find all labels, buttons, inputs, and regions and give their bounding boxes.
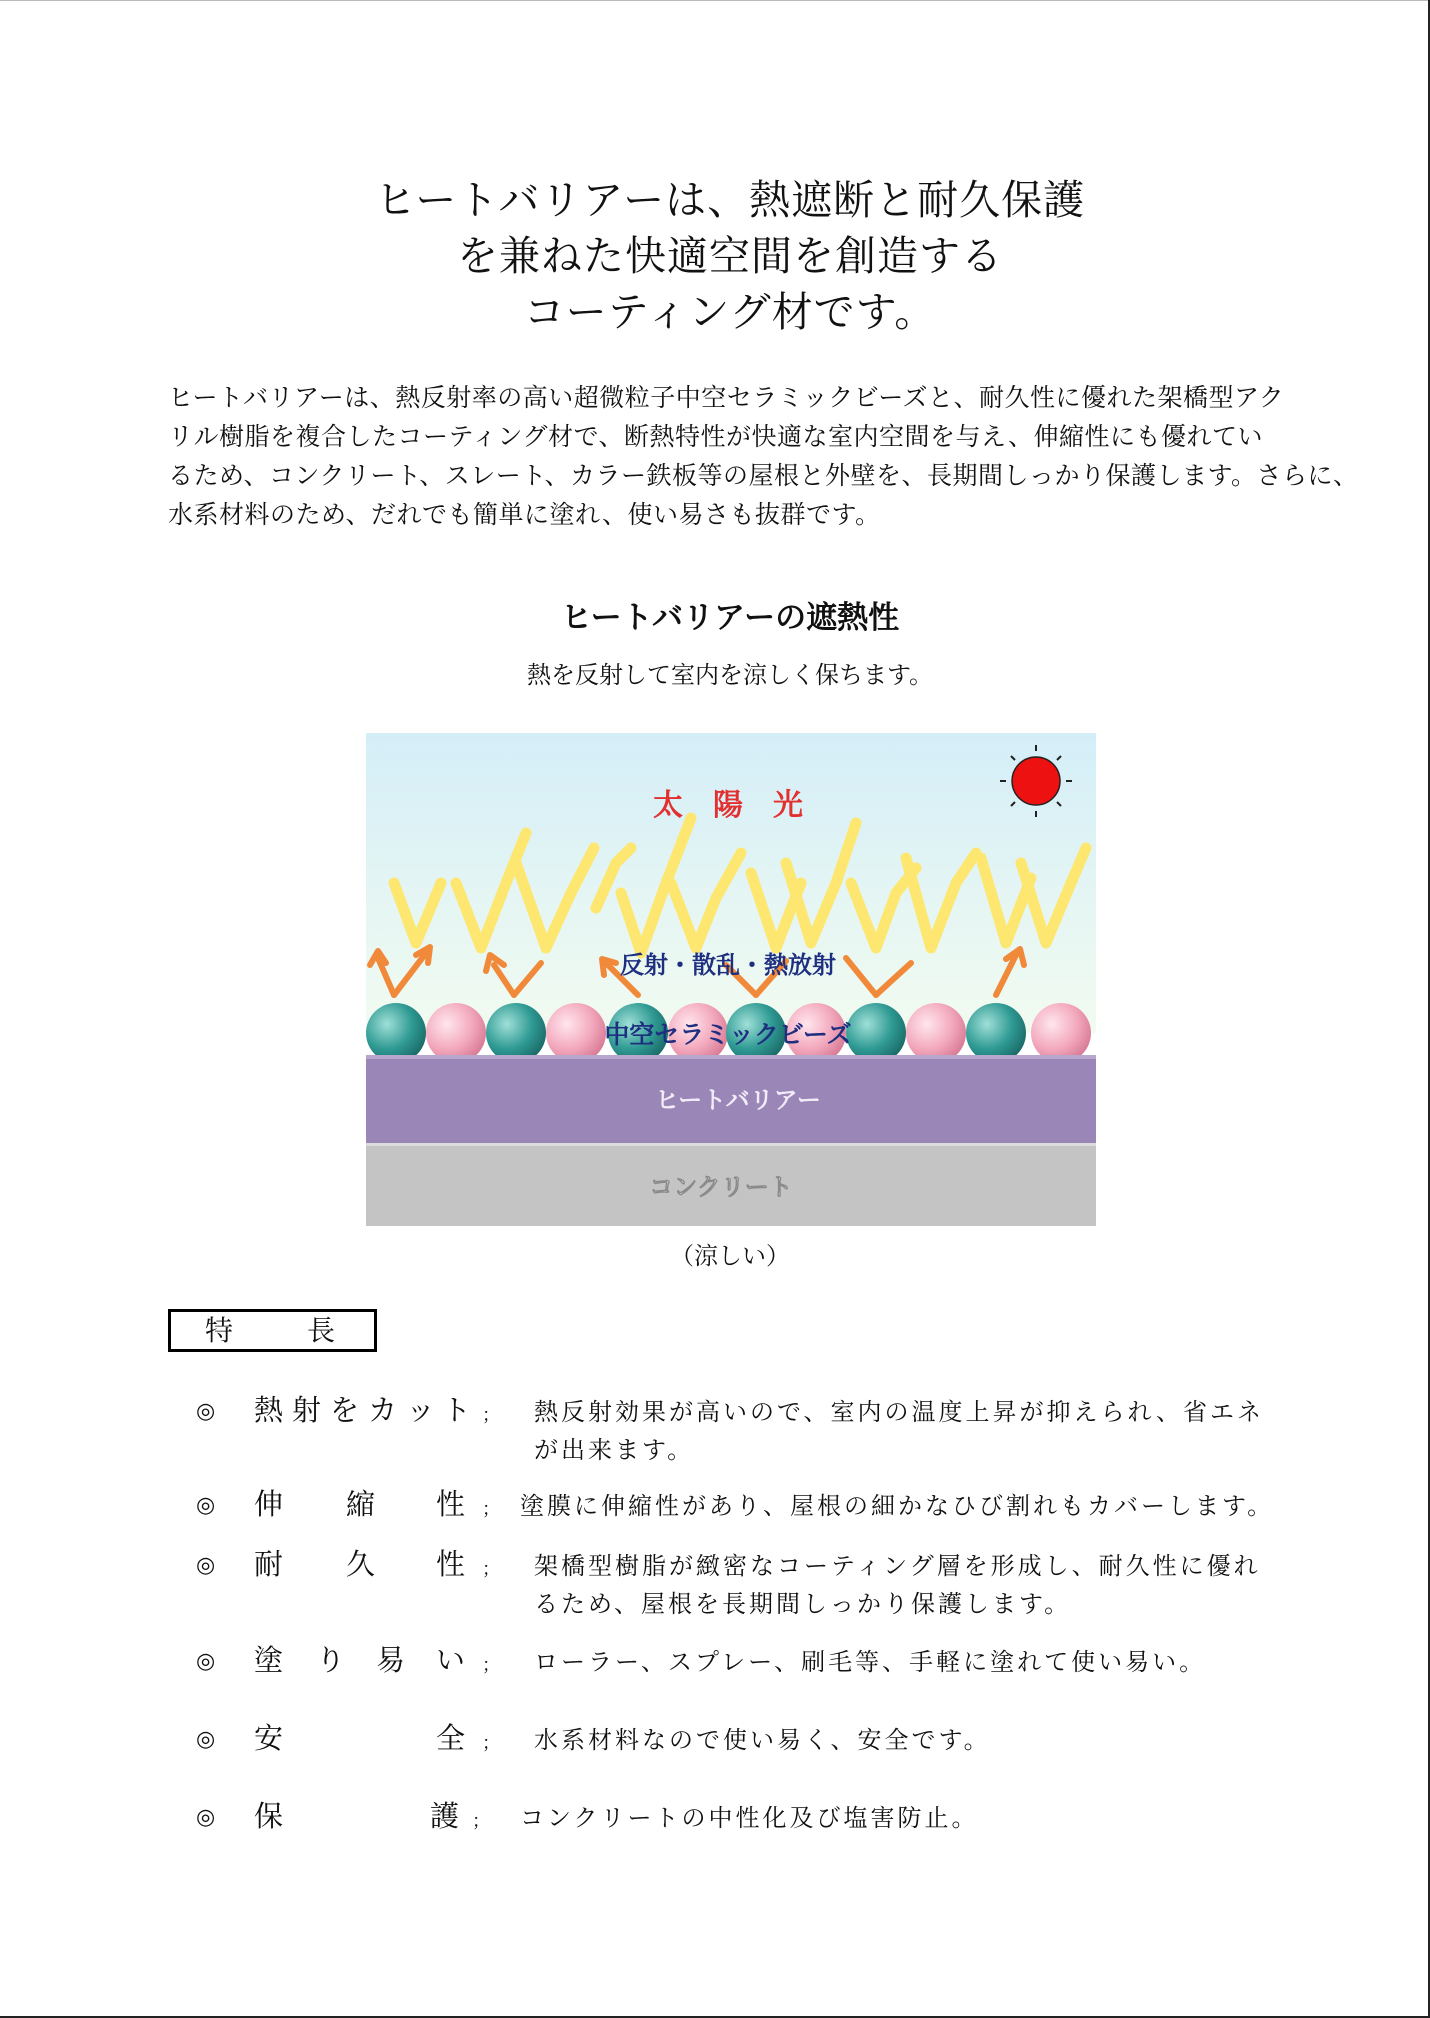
- feature-description: ローラー、スプレー、刷毛等、手軽に塗れて使い易い。: [534, 1648, 1207, 1676]
- separator: ；: [482, 1405, 500, 1426]
- separator: ；: [482, 1733, 500, 1754]
- feature-description: 塗膜に伸縮性があり、屋根の細かなひび割れもカバーします。: [520, 1492, 1275, 1520]
- concrete-label: コンクリート: [649, 1173, 793, 1201]
- feature-description: 水系材料なので使い易く、安全です。: [534, 1726, 991, 1754]
- intro-line-2: リル樹脂を複合したコーティング材で、断熱特性が快適な室内空間を与え、伸縮性にも優れてい: [168, 422, 1264, 451]
- bullet-icon: ◎: [196, 1805, 216, 1830]
- section-heading: ヒートバリアーの遮熱性: [560, 600, 900, 636]
- bullet-icon: ◎: [196, 1649, 216, 1674]
- bullet-icon: ◎: [196, 1493, 216, 1518]
- intro-line-1: ヒートバリアーは、熱反射率の高い超微粒子中空セラミックビーズと、耐久性に優れた架橋型アク: [168, 383, 1285, 412]
- beads-label: 中空セラミックビーズ: [604, 1020, 852, 1049]
- title-line-1: ヒートバリアーは、熱遮断と耐久保護: [374, 176, 1086, 224]
- intro-line-4: 水系材料のため、だれでも簡単に塗れ、使い易さも抜群です。: [168, 500, 881, 529]
- sunlight-label: 太 陽 光: [653, 788, 803, 823]
- intro-paragraph: [168, 378, 1359, 534]
- coating-label: ヒートバリアー: [655, 1086, 821, 1114]
- title-line-3: コーティング材です。: [523, 288, 937, 336]
- diagram-caption: （涼しい）: [670, 1242, 790, 1270]
- bullet-icon: ◎: [196, 1399, 216, 1424]
- title-line-2: を兼ねた快適空間を創造する: [457, 232, 1003, 280]
- features-heading-char-2: 長: [307, 1314, 336, 1347]
- features-heading-box: [168, 1309, 377, 1352]
- feature-description: 熱反射効果が高いので、室内の温度上昇が抑えられ、省エネ が出来ます。: [534, 1398, 1264, 1464]
- page-border-top: [0, 0, 1430, 1]
- page-title: [0, 172, 1430, 340]
- intro-line-3: るため、コンクリート、スレート、カラー鉄板等の屋根と外壁を、長期間しっかり保護します。さらに、: [168, 461, 1359, 490]
- section-subheading: 熱を反射して室内を涼しく保ちます。: [526, 661, 934, 689]
- features-heading-char-1: 特: [205, 1314, 234, 1347]
- feature-description: 架橋型樹脂が緻密なコーティング層を形成し、耐久性に優れ るため、屋根を長期間しっかり保護します。: [534, 1552, 1261, 1618]
- feature-description: コンクリートの中性化及び塩害防止。: [520, 1804, 979, 1832]
- heat-reflection-diagram: [366, 733, 1096, 1226]
- separator: ；: [482, 1655, 500, 1676]
- separator: ；: [472, 1811, 490, 1832]
- separator: ；: [482, 1499, 500, 1520]
- bullet-icon: ◎: [196, 1553, 216, 1578]
- reflect-label: 反射・散乱・熱放射: [620, 951, 836, 979]
- bullet-icon: ◎: [196, 1727, 216, 1752]
- separator: ；: [482, 1559, 500, 1580]
